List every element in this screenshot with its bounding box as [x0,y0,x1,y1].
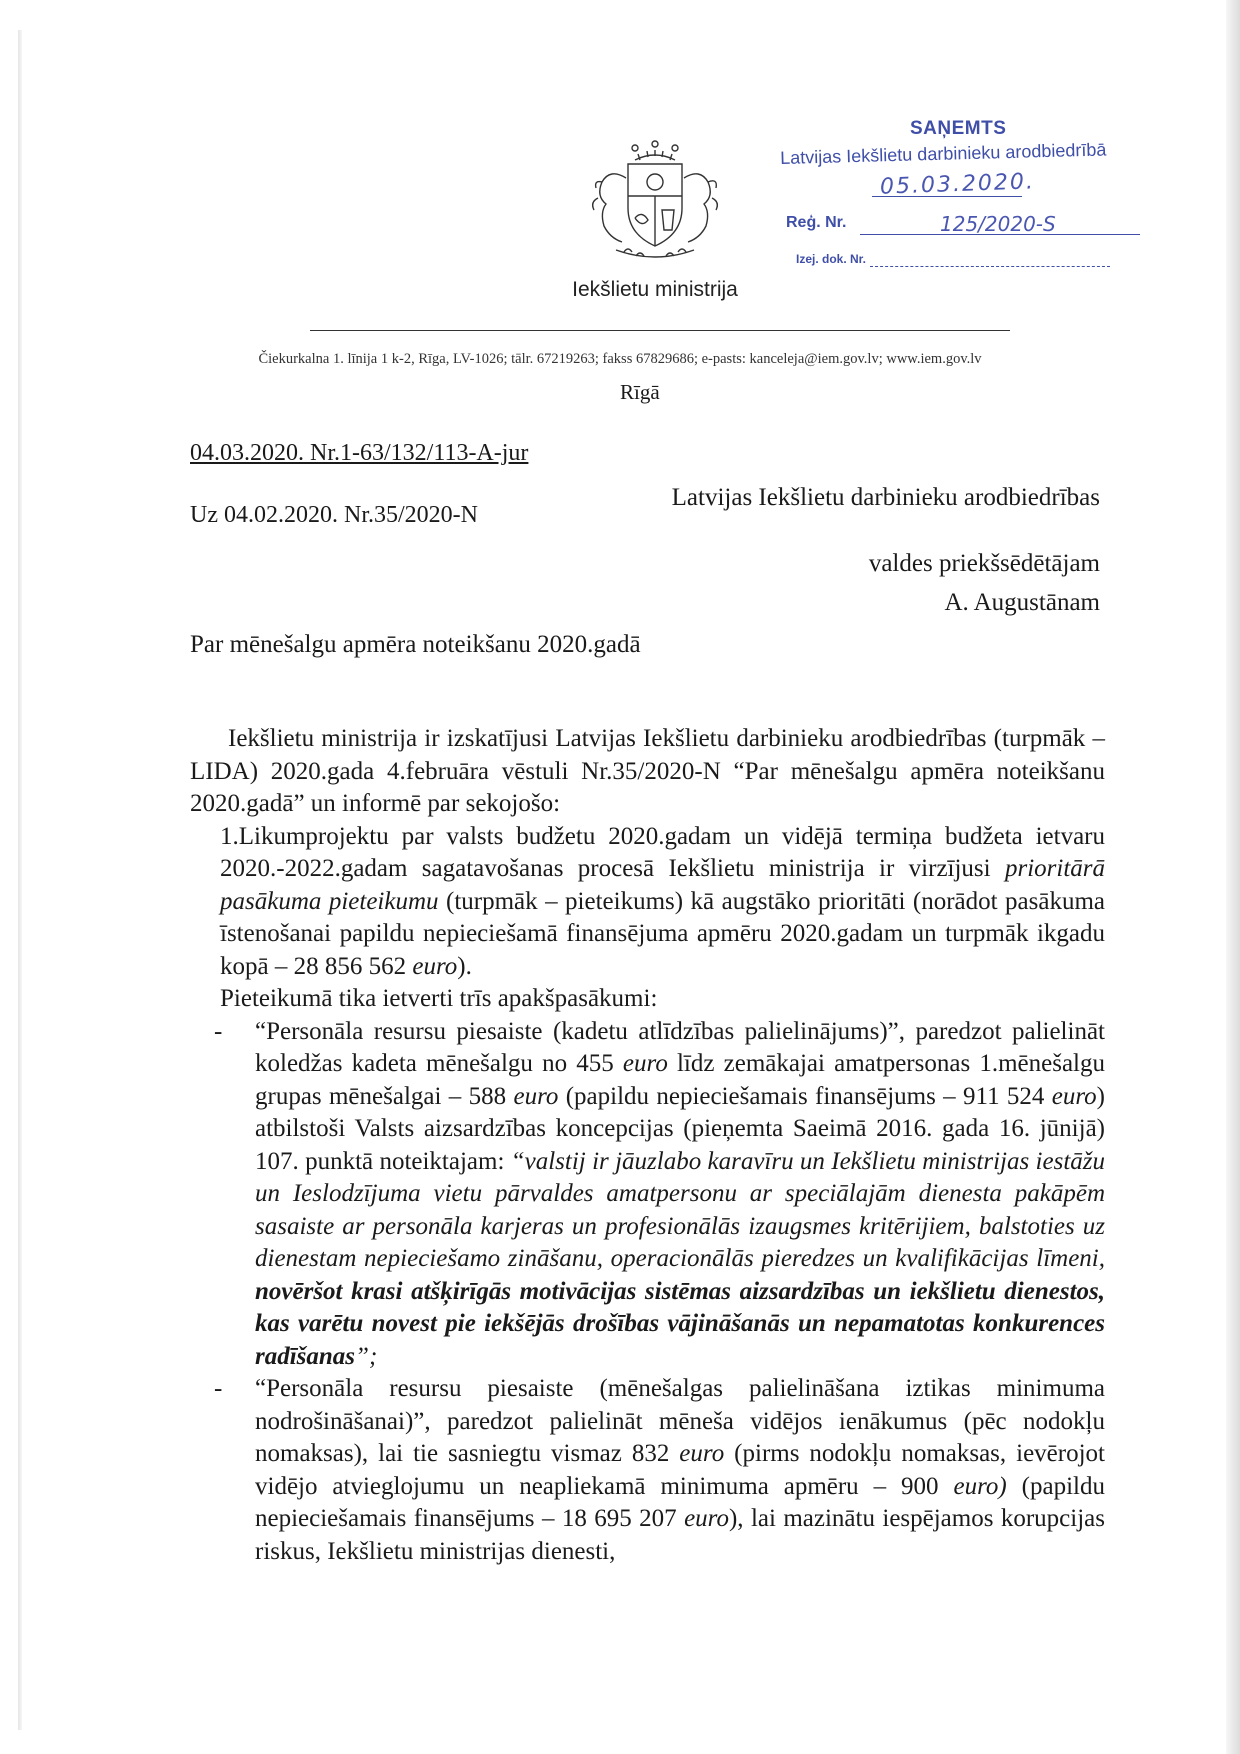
b1-euro-3: euro [1051,1082,1097,1110]
document-number: 04.03.2020. Nr.1-63/132/113-A-jur [190,440,529,466]
contact-info: Čiekurkalna 1. līnija 1 k-2, Rīga, LV-1026; tālr. 67219263; fakss 67829686; e-pasts: kanceleja@iem.gov.lv; www.iem.gov.lv [258,351,982,367]
stamp-reg-label: Reģ. Nr. [786,214,847,231]
intro-paragraph: Iekšlietu ministrija ir izskatījusi Latvijas Iekšlietu darbinieku arodbiedrības (turpmāk – LIDA) 2020.gada 4.februāra vēstuli Nr.35/2020-N “Par mēnešalgu apmēra noteikšanu 2020.gadā” un informē par sekojošo: [190,725,1105,817]
point-1-paragraph [190,821,1105,984]
b1-euro-1: euro [622,1050,668,1077]
b1-text-a: “Personāla resursu piesaiste (kadetu atlīdzības palielinājums)”, paredzot palielināt koledžas kadeta mēnešalgu no 455 [255,1017,1105,1077]
scan-edge-right [1226,0,1240,1754]
b1-euro-2: euro [513,1082,559,1110]
ministry-name: Iekšlietu ministrija [572,278,738,301]
b2-text-a: “Personāla resursu piesaiste (mēnešalgas palielināšana iztikas minimuma nodrošināšanai)”, paredzot palielināt mēneša vidējos ienākumus (pēc nodokļu nomaksas), lai tie sasniegtu vismaz 832 [255,1375,1105,1467]
stamp-outgoing-label: Izej. dok. Nr. [796,252,867,266]
dash-bullet: - [214,1375,223,1402]
dash-bullet: - [214,1017,223,1045]
stamp-date: 05.03.2020. [879,169,1036,200]
b2-euro-1: euro [679,1440,725,1467]
p1-text-a: 1.Likumprojektu par valsts budžetu 2020.gadam un vidējā termiņa budžeta ietvaru 2020.-2022.gadam sagatavošanas procesā Iekšlietu ministrija ir virzījusi [220,822,1105,882]
stamp-outgoing-line [870,266,1110,267]
b1-quote-bold: novēršot krasi atšķirīgās motivācijas sistēmas aizsardzības un iekšlietu dienestos, kas varētu novest pie iekšējās drošības vājināšanās un nepamatotas konkurences radīšanas [255,1277,1105,1370]
b2-euro-2: euro) [953,1472,1007,1500]
p1-text-b: (turpmāk – pieteikums) kā augstāko prioritāti (norādot pasākuma īstenošanai papildu nepieciešamā finansējuma apmēru 2020.gadam un turpmāk ikgadu kopā – 28 856 562 [220,887,1106,980]
addressee [672,478,1100,622]
sub-measure-2 [190,1373,1105,1568]
stamp-organization: Latvijas Iekšlietu darbinieku arodbiedrībā [780,139,1107,168]
addressee-name: A. Augustānam [944,589,1100,616]
latvia-coat-of-arms-icon [580,138,730,268]
letter-body [190,723,1105,1568]
addressee-organization: Latvijas Iekšlietu darbinieku arodbiedrības [671,484,1100,511]
stamp-reg-value: 125/2020-S [940,212,1056,236]
stamp-title: SAŅEMTS [910,118,1007,139]
b2-text-d: ), lai mazinātu iespējamos korupcijas riskus, Iekšlietu ministrijas dienesti, [255,1505,1105,1565]
city: Rīgā [620,380,660,404]
b1-text-c: (papildu nepieciešamais finansējums – 911 524 [558,1082,1052,1110]
addressee-position: valdes priekšsēdētājam [868,550,1100,577]
p1-euro: euro [412,952,458,980]
p1-text-c: ). [457,952,472,980]
b1-quote-end: ”; [355,1342,378,1370]
b2-text-b: (pirms nodokļu nomaksas, ievērojot vidējo atvieglojumu un neapliekamā minimuma apmēru – 900 [255,1440,1105,1500]
stamp-reg-line [860,234,1140,235]
b1-text-b: līdz zemākajai amatpersonas 1.mēnešalgu grupas mēnešalgai – 588 [255,1050,1105,1110]
b1-text-d: ) atbilstoši Valsts aizsardzības koncepcijas (pieņemta Saeimā 2016. gada 16. jūnijā) 107. punktā noteiktajam: [255,1082,1105,1175]
b1-quote: “valstij ir jāuzlabo karavīru un Iekšlietu ministrijas iestāžu un Ieslodzījuma vietu pārvaldes amatpersonu ar speciālajām dienesta pakāpēm sasaiste ar personāla karjeras un profesionālās izaugsmes kritērijiem, balstoties uz dienestam nepieciešamo zināšanu, operacionālās pieredzes un kvalifikācijas līmeni, [255,1147,1105,1272]
reply-reference: Uz 04.02.2020. Nr.35/2020-N [190,502,478,528]
b2-euro-3: euro [684,1505,729,1532]
p1-emphasis: prioritārā pasākuma pieteikumu [220,855,1105,915]
received-stamp [780,118,1160,278]
letter-subject: Par mēnešalgu apmēra noteikšanu 2020.gadā [190,631,641,658]
point-2-paragraph: Pieteikumā tika ietverti trīs apakšpasākumi: [220,985,658,1012]
header-divider [310,330,1010,331]
scan-edge-left [18,30,22,1730]
b2-text-c: (papildu nepieciešamais finansējums – 18 695 207 [255,1472,1105,1532]
sub-measure-1 [190,1016,1105,1374]
stamp-date-line [872,196,1022,197]
